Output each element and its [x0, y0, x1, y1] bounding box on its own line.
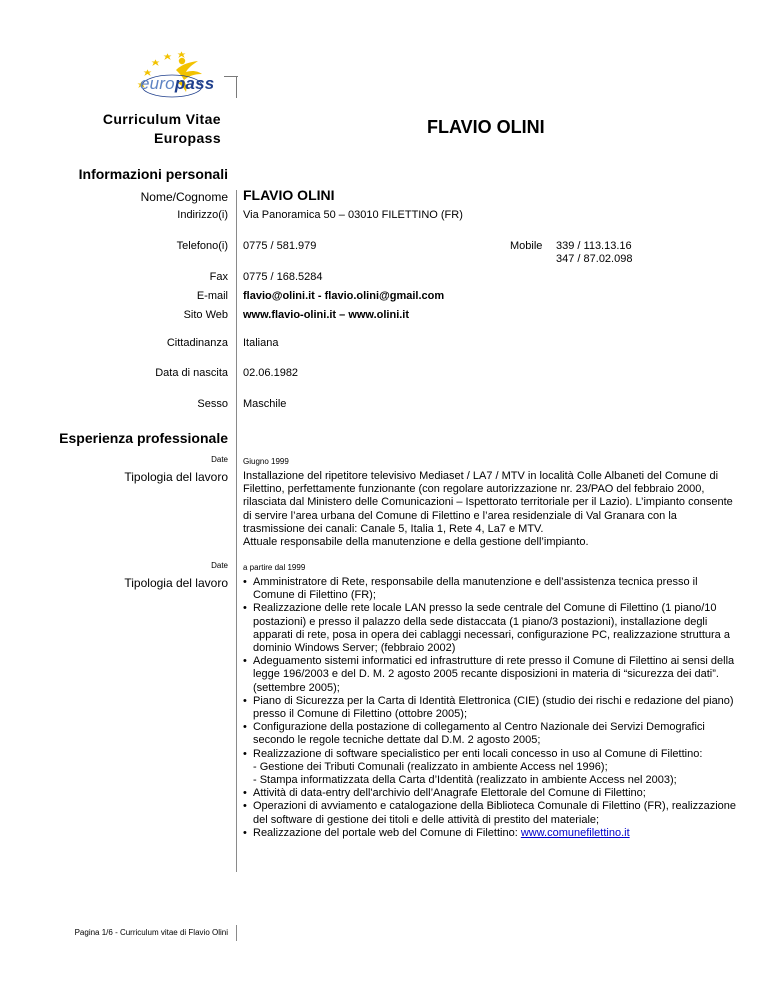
list-item-line: • Configurazione della postazione di collegamento al Centro Nazionale dei Servizi Demografici [253, 721, 705, 734]
fax-label: Fax [209, 271, 228, 283]
job1-description [243, 470, 743, 549]
sex-label: Sesso [197, 398, 228, 410]
address-value: Via Panoramica 50 – 03010 FILETTINO (FR) [243, 209, 463, 221]
list-item-line: • Amministratore di Rete, responsabile della manutenzione e dell’assistenza tecnica presso il [253, 576, 698, 588]
cv-title [103, 110, 221, 148]
mobile-values [556, 240, 632, 266]
column-divider [236, 190, 237, 872]
mobile-value-1: 339 / 113.13.16 [556, 240, 632, 252]
section-experience: Esperienza professionale [59, 430, 228, 446]
list-item-line: legge 196/2003 e del D. M. 2 agosto 2005 recante disposizioni in materia di “sicurezza dei dati”. [253, 668, 719, 681]
section-personal-info: Informazioni personali [78, 166, 228, 182]
list-item-line: • Operazioni di avviamento e catalogazione della Biblioteca Comunale di Filettino (FR), realizzazione [253, 800, 737, 813]
list-item-line: secondo le regole tecniche dettate dal D.M. 2 agosto 2005; [253, 734, 541, 747]
list-item-line: postazioni) e presso il palazzo della sede distaccata (1 piano/3 postazioni), installazione degli [253, 615, 708, 628]
list-item-line: - Stampa informatizzata della Carta d’Identità (realizzato in ambiente Access nel 2003); [253, 774, 677, 787]
job1-desc-line: rilasciata dal Ministero delle Comunicazioni – Ispettorato territoriale per il Lazio). L’impianto consente [243, 496, 733, 509]
job2-activity-list [243, 576, 743, 840]
phone-label: Telefono(i) [176, 240, 228, 252]
list-item-line: apparati di rete, posa in opera dei cablaggi necessari, configurazione PC, realizzazione struttura a [253, 628, 730, 641]
email-label: E-mail [196, 290, 228, 302]
list-item-line: dominio Windows Server; (febbraio 2002) [253, 642, 456, 655]
europass-logo [140, 74, 214, 94]
list-item [243, 800, 743, 826]
list-item-line: • Piano di Sicurezza per la Carta di Identità Elettronica (CIE) (studio dei rischi e redazione del piano) [253, 694, 734, 707]
logo-euro-text: euro [140, 74, 175, 93]
logo-pass-text: pass [174, 74, 215, 93]
cv-header-name: FLAVIO OLINI [427, 117, 545, 137]
list-item-line: • Realizzazione di software specialistico per enti locali concesso in uso al Comune di Filettino: [253, 747, 703, 760]
job1-type-label: Tipologia del lavoro [124, 470, 228, 484]
job2-date-label: Date [211, 561, 228, 570]
list-item [243, 655, 743, 695]
list-item-line: (settembre 2005); [253, 681, 340, 694]
footer-divider [236, 925, 237, 941]
birthdate-label: Data di nascita [155, 367, 228, 379]
job1-desc-line: Installazione del ripetitore televisivo Mediaset / LA7 / MTV in località Colle Albaneti del Comune di [243, 470, 719, 482]
fax-value: 0775 / 168.5284 [243, 271, 323, 283]
list-item-line: del software di gestione dei titoli e delle attività di prestito del materiale; [253, 813, 600, 826]
list-item [243, 721, 743, 747]
birthdate-value: 02.06.1982 [243, 367, 299, 379]
job1-desc-line: Attuale responsabile della manutenzione e della gestione dell’impianto. [243, 536, 589, 549]
list-item-line: - Gestione dei Tributi Comunali (realizzato in ambiente Access nel 1996); [253, 760, 608, 773]
citizenship-value: Italiana [243, 337, 279, 349]
list-item [243, 827, 743, 840]
citizenship-label: Cittadinanza [166, 337, 228, 349]
job1-desc-line: Filettino, perfettamente funzionante (con regolare autorizzazione nr. 23/PAO del febbraio 2000, [243, 483, 705, 496]
address-label: Indirizzo(i) [177, 209, 228, 221]
job2-type-label: Tipologia del lavoro [124, 576, 228, 590]
email-value[interactable]: flavio@olini.it - flavio.olini@gmail.com [243, 290, 445, 302]
sex-value: Maschile [243, 398, 287, 410]
list-item [243, 695, 743, 721]
list-item [243, 748, 743, 788]
mobile-label: Mobile [510, 240, 543, 252]
page-footer: Pagina 1/6 - Curriculum vitae di Flavio Olini [74, 928, 228, 937]
comune-filettino-link[interactable]: www.comunefilettino.it [520, 826, 630, 839]
list-item [243, 576, 743, 602]
name-label: Nome/Cognome [140, 190, 228, 204]
website-value[interactable]: www.flavio-olini.it – www.olini.it [243, 309, 410, 321]
list-item-line: Comune di Filettino (FR); [253, 589, 376, 602]
list-item-line: presso il Comune di Filettino (ottobre 2005); [253, 708, 467, 721]
cv-title-line1: Curriculum Vitae [102, 111, 221, 127]
logo-divider-vertical [236, 76, 237, 98]
list-item [243, 787, 743, 800]
phone-value: 0775 / 581.979 [243, 240, 317, 252]
job1-desc-line: trasmissione dei canali: Canale 5, Italia 1, Rete 4, La7 e MTV. [243, 522, 544, 535]
cv-title-line2: Europass [154, 130, 221, 146]
list-item-line: • Attività di data-entry dell'archivio dell’Anagrafe Elettorale del Comune di Filettino; [253, 787, 646, 800]
list-item-line: Realizzazione del portale web del Comune di Filettino: [253, 826, 521, 839]
list-item [243, 602, 743, 655]
website-label: Sito Web [183, 309, 228, 321]
mobile-value-2: 347 / 87.02.098 [556, 253, 633, 265]
job1-desc-line: di servire l’area urbana del Comune di Filettino e l’area residenziale di Val Granara con la [243, 509, 677, 522]
job1-date-value: Giugno 1999 [243, 457, 289, 466]
job1-date-label: Date [211, 455, 228, 464]
name-value: FLAVIO OLINI [243, 187, 335, 203]
list-item-line: • Realizzazione delle rete locale LAN presso la sede centrale del Comune di Filettino (1 piano/10 [253, 602, 717, 615]
list-item-line: • Adeguamento sistemi informatici ed infrastrutture di rete presso il Comune di Filettino ai sensi della [253, 655, 735, 668]
job2-date-value: a partire dal 1999 [243, 563, 306, 572]
